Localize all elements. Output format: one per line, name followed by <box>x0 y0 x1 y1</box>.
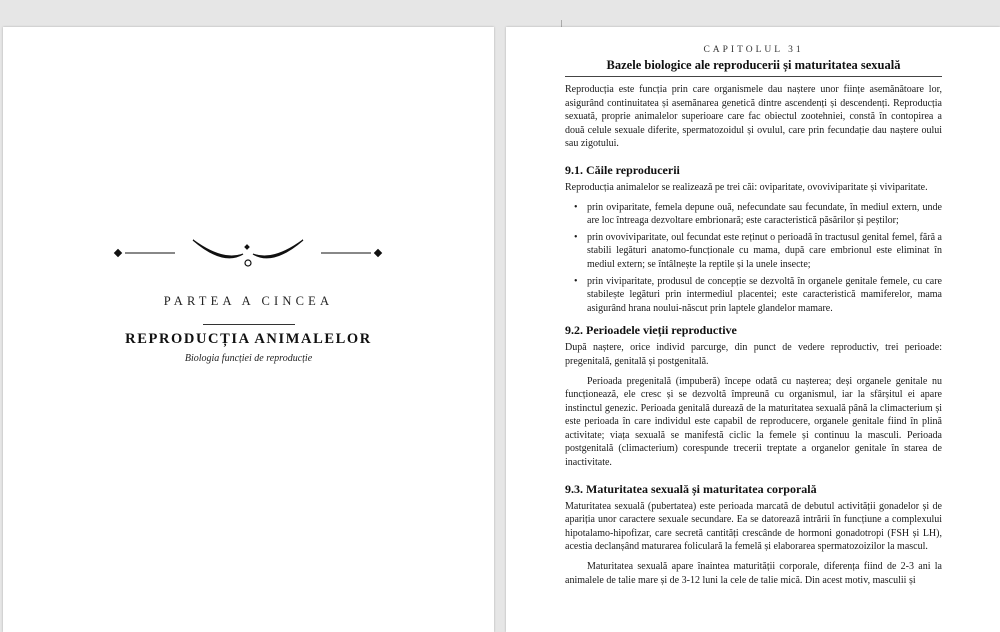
paragraph: După naștere, orice individ parcurge, din punct de vedere reproductiv, trei perioade: pregenitală, genitală și postgenitală. <box>565 342 942 367</box>
part-subtitle: Biologia funcției de reproducție <box>184 353 313 364</box>
list-item: • prin viviparitate, produsul de concepție se dezvoltă în organele genitale femele, cu care stabilește legături prin intermediul placentei; este caracteristică mamiferelor, mama asigurând hrana noului-născut prin laptele glandelor mamare. <box>574 275 942 314</box>
chapter-body <box>565 83 942 599</box>
bullet-icon: • <box>574 201 578 213</box>
section-heading: 9.2. Perioadele vieții reproductive <box>565 323 737 338</box>
bullet-list <box>565 201 942 316</box>
paragraph: Perioada pregenitală (impuberă) începe odată cu nașterea; deși organele genitale nu funcționează, ele cresc și se dezvoltă împreună cu organismul, iar la sfârșitul ei apare instinctul genezic. Perioada genitală durează de la maturitatea sexuală până la climacterium și este perioada în care individul este capabil de reproducere, organele genitale fiind în plină activitate; viața sexuală se manifestă ciclic la femele și continuu la masculi. Perioada postgenitală (climacterium) corespunde trecerii treptate a organelor genitale în starea de inactivitate. <box>565 375 942 469</box>
bullet-icon: • <box>574 231 578 243</box>
section-heading: 9.3. Maturitatea sexuală și maturitatea corporală <box>565 481 817 496</box>
chapter-divider <box>565 76 942 77</box>
left-page <box>3 27 494 632</box>
part-divider <box>203 324 295 325</box>
viewer-toolbar-strip <box>0 0 1000 26</box>
right-page <box>506 27 1000 632</box>
paragraph: Maturitatea sexuală apare înaintea maturității corporale, diferența fiind de 2-3 ani la animalele de talie mare și de 3-12 luni la cele de talie mică. Din acest motiv, masculii și <box>565 561 942 586</box>
section-heading: 9.1. Căile reproducerii <box>565 162 680 177</box>
part-label: PARTEA A CINCEA <box>163 294 334 308</box>
part-title: REPRODUCȚIA ANIMALELOR <box>125 331 372 347</box>
chapter-label: CAPITOLUL 31 <box>703 45 804 55</box>
intro-paragraph: Reproducția este funcția prin care organismele dau naștere unor ființe asemănătoare lor, asigurând continuitatea și asemănarea genetică dintre ascendenți și descendenți. Reproducția sexuată, proprie animalelor superioare care fac obiectul zootehniei, constă în contopirea a două celule sexuale diferite, spermatozoidul și ovulul, care prin fecundație dau naștere oului sau zigotului. <box>565 84 942 150</box>
list-item: • prin oviparitate, femela depune ouă, nefecundate sau fecundate, în mediul extern, unde are loc întreaga dezvoltare embrionară; este caracteristică păsărilor și peștilor; <box>574 201 942 227</box>
list-item: • prin ovoviviparitate, oul fecundat este reținut o perioadă în tractusul genital femel, fără a stabili legături anatomo-funcționale cu mama, după care embrionul este eliminat în mediul extern; se întâlnește la reptile și la unele insecte; <box>574 231 942 270</box>
paragraph: Maturitatea sexuală (pubertatea) este perioada marcată de debutul activității gonadelor și de apariția unor caractere sexuale secundare. Ea se datorează intrării în funcțiune a complexului hipotalamo-hipofizar, care secretă cantități crescânde de hormoni gonadotropi (FSH și LH), acestia declanșând maturarea foliculară la femelă și elaborarea spermatozoizilor la mascul. <box>565 500 942 553</box>
bullet-icon: • <box>574 275 578 287</box>
paragraph: Reproducția animalelor se realizează pe trei căi: oviparitate, ovoviviparitate și viviparitate. <box>565 181 928 193</box>
chapter-title: Bazele biologice ale reproducerii și maturitatea sexuală <box>606 58 901 72</box>
decorative-ornament <box>113 232 383 272</box>
